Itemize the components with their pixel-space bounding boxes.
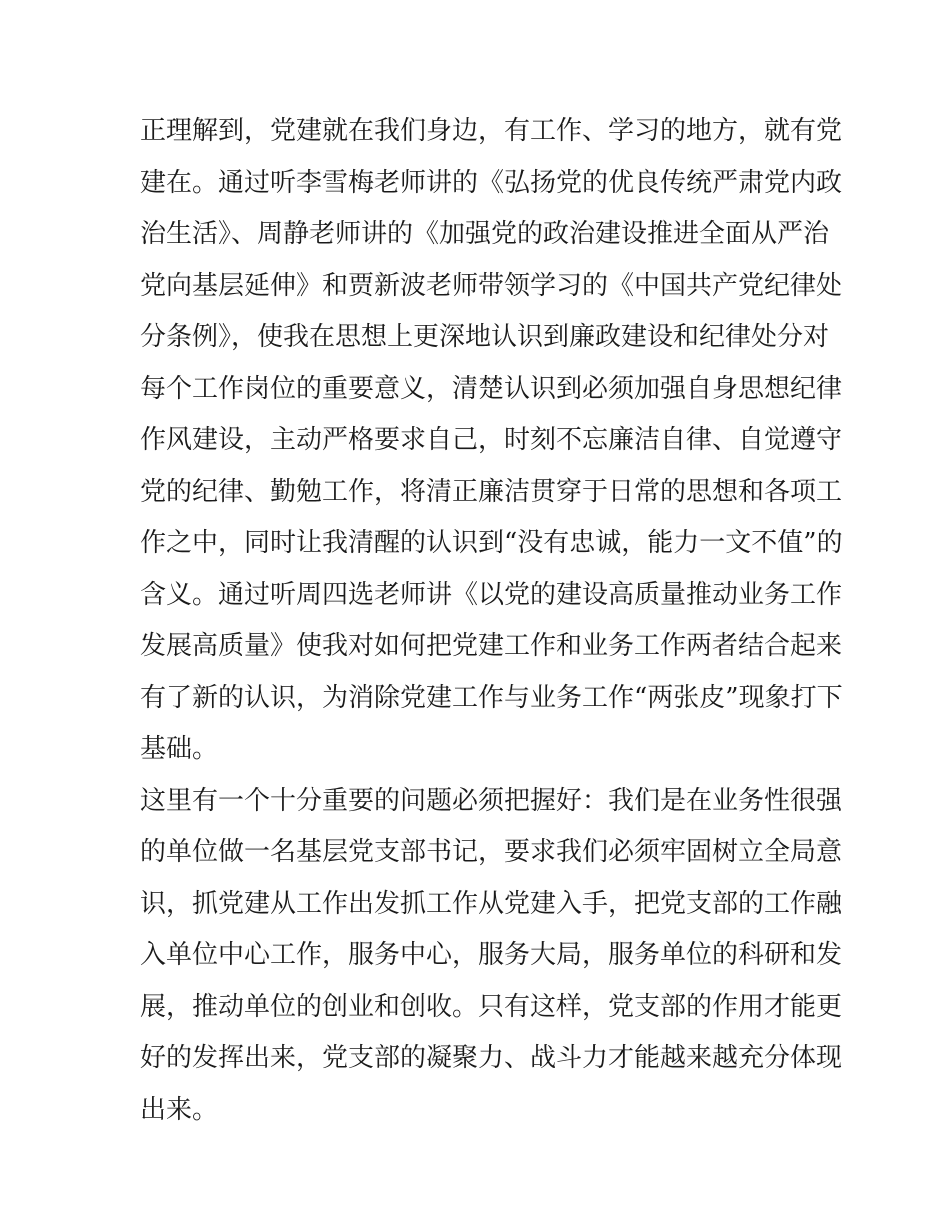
paragraph-2 bbox=[140, 776, 843, 1137]
text-line: 展，推动单位的创业和创收。只有这样，党支部的作用才能更 bbox=[140, 991, 843, 1022]
text-line: 出来。 bbox=[140, 1094, 219, 1125]
body-text bbox=[140, 106, 843, 1136]
text-line: 基础。 bbox=[140, 734, 219, 764]
text-line: 每个工作岗位的重要意义，清楚认识到必须加强自身思想纪律 bbox=[140, 373, 843, 404]
text-line: 党的纪律、勤勉工作，将清正廉洁贯穿于日常的思想和各项工 bbox=[140, 476, 843, 507]
paragraph-1 bbox=[140, 106, 843, 776]
text-line: 有了新的认识，为消除党建工作与业务工作“两张皮”现象打下 bbox=[140, 682, 843, 713]
text-line: 作风建设，主动严格要求自己，时刻不忘廉洁自律、自觉遵守 bbox=[140, 425, 843, 455]
text-line: 含义。通过听周四选老师讲《以党的建设高质量推动业务工作 bbox=[140, 579, 843, 610]
text-line: 好的发挥出来，党支部的凝聚力、战斗力才能越来越充分体现 bbox=[140, 1043, 843, 1073]
text-line: 治生活》、周静老师讲的《加强党的政治建设推进全面从严治 bbox=[140, 219, 830, 249]
text-line: 建在。通过听李雪梅老师讲的《弘扬党的优良传统严肃党内政 bbox=[140, 167, 843, 198]
text-line: 发展高质量》使我对如何把党建工作和业务工作两者结合起来 bbox=[140, 631, 843, 661]
text-line: 的单位做一名基层党支部书记，要求我们必须牢固树立全局意 bbox=[140, 837, 843, 867]
text-line: 作之中，同时让我清醒的认识到“没有忠诚，能力一文不值”的 bbox=[140, 528, 843, 558]
text-line: 识，抓党建从工作出发抓工作从党建入手，把党支部的工作融 bbox=[140, 888, 843, 919]
text-line: 入单位中心工作，服务中心，服务大局，服务单位的科研和发 bbox=[140, 940, 843, 970]
text-line: 这里有一个十分重要的问题必须把握好：我们是在业务性很强 bbox=[140, 785, 843, 816]
text-line: 分条例》，使我在思想上更深地认识到廉政建设和纪律处分对 bbox=[140, 322, 830, 352]
text-line: 党向基层延伸》和贾新波老师带领学习的《中国共产党纪律处 bbox=[140, 270, 843, 301]
text-line: 正理解到，党建就在我们身边，有工作、学习的地方，就有党 bbox=[140, 116, 843, 146]
